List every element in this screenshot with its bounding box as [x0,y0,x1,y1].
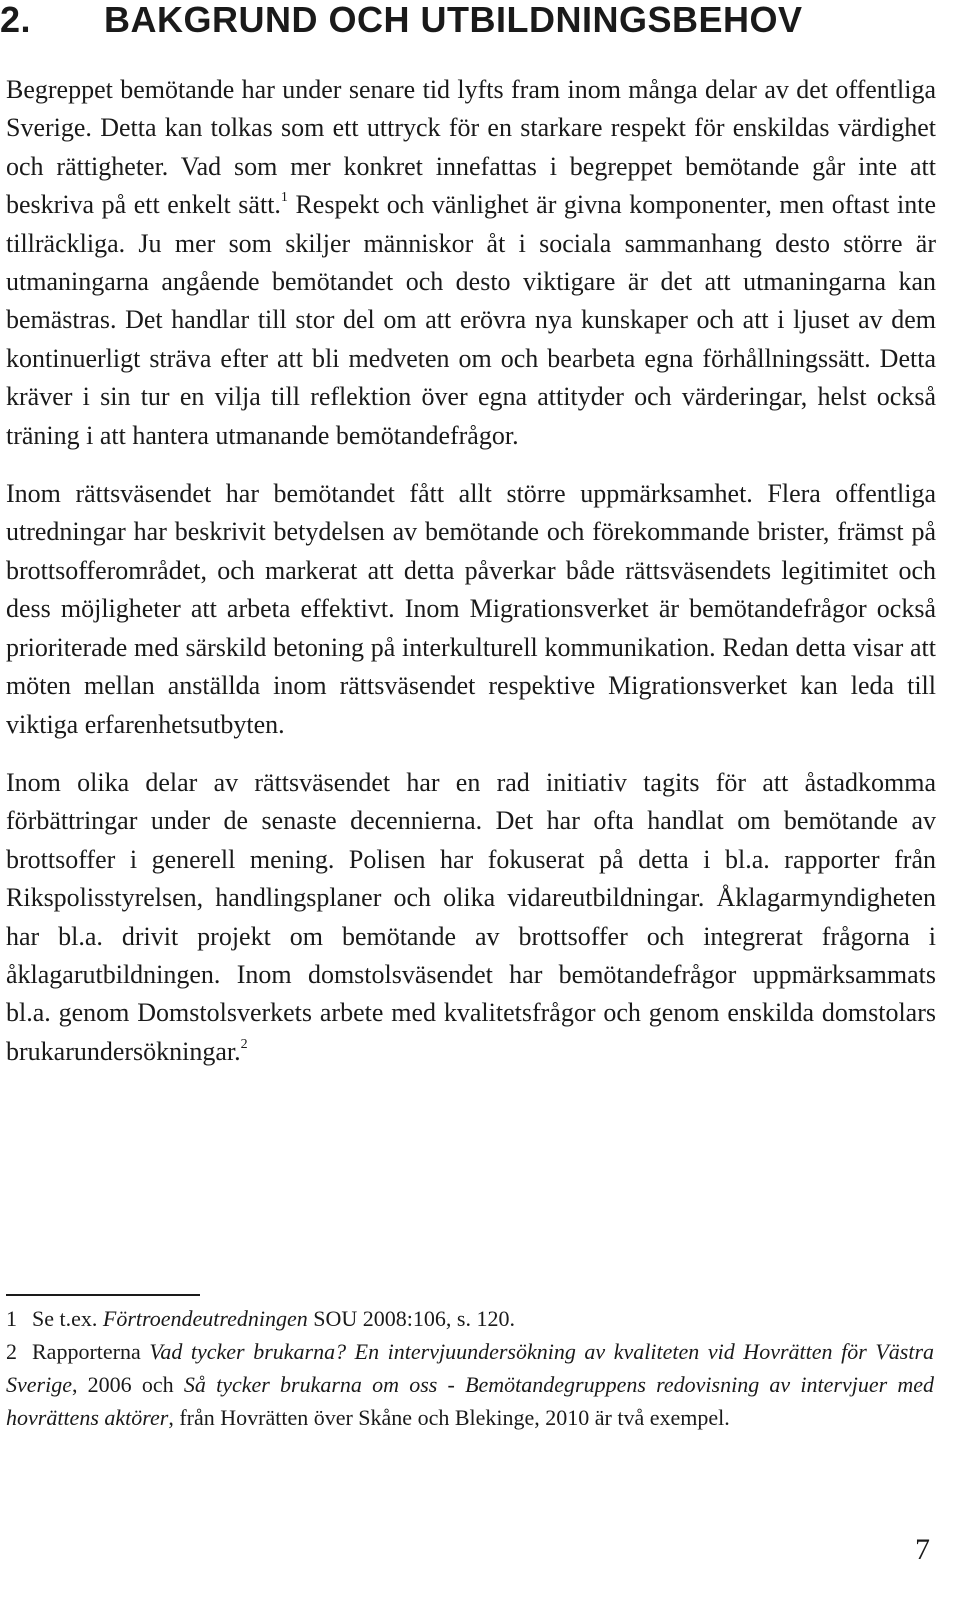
footnote-2-prefix: Rapporterna [32,1339,150,1364]
body-text [6,71,936,1091]
section-heading [0,0,960,40]
footnote-2-italic-2: Så tycker brukarna om oss - Bemötandegruppens redovisning av intervjuer med hovrättens aktörer [6,1372,935,1430]
paragraph-3-text: Inom olika delar av rättsväsendet har en rad initiativ tagits för att åstadkomma förbättringar under de senaste decennierna. Det har ofta handlat om bemötande av brottsoffer i generell mening. Polisen har fokuserat på detta i bl.a. rapporter från Rikspolisstyrelsen, handlingsplaner och olika vidareutbildningar. Åklagarmyndigheten har bl.a. drivit projekt om bemötande av brottsoffer och integrerat frågorna i åklagarutbildningen. Inom domstolsväsendet har bemötandefrågor uppmärksammats bl.a. genom Domstolsverkets arbete med kvalitetsfrågor och genom enskilda domstolars brukarundersökningar. [6,767,936,1066]
footnote-ref-1: 1 [280,190,288,206]
footnotes [6,1302,934,1434]
footnote-2-mid: , 2006 och [71,1372,184,1397]
paragraph-1-text-b: Respekt och vänlighet är givna komponenter, men oftast inte tillräckliga. Ju mer som skiljer människor åt i sociala sammanhang desto större är utmaningarna angående bemötandet och desto viktigare är det att utmaningarna kan bemästras. Det handlar till stor del om att erövra nya kunskaper och att i ljuset av dem kontinuerligt sträva efter att bli medveten om och bearbeta egna förhållningssätt. Detta kräver i sin tur en vilja till reflektion över egna attityder och värderingar, helst också träning i att hantera utmanande bemötandefrågor. [6,190,936,450]
footnote-1-prefix: Se t.ex. [32,1306,103,1331]
footnote-divider [6,1294,200,1296]
footnote-ref-2: 2 [240,1036,248,1052]
footnote-2 [6,1335,934,1434]
paragraph-1 [6,71,936,455]
paragraph-3 [6,764,936,1071]
footnote-1-italic: Förtroendeutredningen [102,1306,308,1331]
section-title: BAKGRUND OCH UTBILDNINGSBEHOV [104,0,803,40]
page-number: 7 [915,1533,930,1566]
paragraph-2: Inom rättsväsendet har bemötandet fått allt större uppmärksamhet. Flera offentliga utredningar har beskrivit betydelsen av bemötande och förekommande brister, främst på brottsofferområdet, och markerat att detta påverkar både rättsväsendets legitimitet och dess möjligheter att arbeta effektivt. Inom Migrationsverket är bemötandefrågor också prioriterade med särskild betoning på interkulturell kommunikation. Redan detta visar att möten mellan anställda inom rättsväsendet respektive Migrationsverket kan leda till viktiga erfarenhetsutbyten. [6,479,936,739]
footnote-1-suffix: SOU 2008:106, s. 120. [307,1306,515,1331]
paragraph-1-text-a: Begreppet bemötande har under senare tid lyfts fram inom många delar av det offentliga Sverige. Detta kan tolkas som ett uttryck för en starkare respekt för enskildas värdighet och rättigheter. Vad som mer konkret innefattas i begreppet bemötande går inte att beskriva på ett enkelt sätt. [6,75,936,220]
footnote-1-number: 1 [6,1306,17,1331]
section-number: 2. [0,0,32,40]
footnote-2-suffix: , från Hovrätten över Skåne och Blekinge, 2010 är två exempel. [168,1405,730,1430]
footnote-1 [6,1302,934,1335]
footnote-2-italic-1: Vad tycker brukarna? En intervjuundersökning av kvaliteten vid Hovrätten för Västra Sverige [6,1339,935,1397]
footnote-2-number: 2 [6,1339,17,1364]
